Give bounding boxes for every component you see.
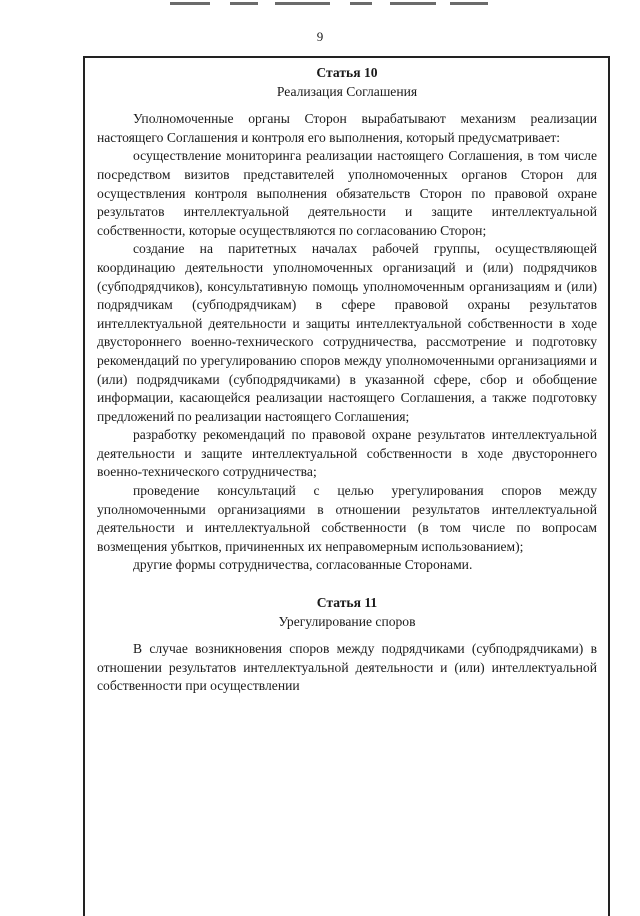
article-11-paragraph: В случае возникновения споров между подрядчиками (субподрядчиками) в отношении результатов интеллектуальной деятельности и (или) интеллектуальной собственности при осуществлении xyxy=(97,641,597,694)
article-11 xyxy=(97,594,597,696)
page-number: 9 xyxy=(316,29,324,44)
article-10-paragraph: другие формы сотрудничества, согласованные Сторонами. xyxy=(133,557,473,573)
scan-artifacts xyxy=(150,0,510,8)
section-gap xyxy=(97,575,597,594)
article-10-subheading: Реализация Соглашения xyxy=(276,83,418,99)
article-11-heading: Статья 11 xyxy=(316,595,378,611)
article-10-paragraph: разработку рекомендаций по правовой охране результатов интеллектуальной деятельности и защите интеллектуальной собственности в ходе двустороннего военно-технического сотрудничества; xyxy=(97,427,597,480)
article-10-paragraph: Уполномоченные органы Сторон вырабатывают механизм реализации настоящего Соглашения и контроля его выполнения, который предусматривает: xyxy=(97,111,597,145)
document-body xyxy=(97,64,597,696)
article-10-paragraph: осуществление мониторинга реализации настоящего Соглашения, в том числе посредством визитов представителей уполномоченных органов Сторон для осуществления контроля выполнения обязательств Сторон по правовой охране результатов интеллектуальной деятельности и защите интеллектуальной собственности, которые осуществляются по согласованию Сторон; xyxy=(97,148,597,238)
article-10-paragraph: создание на паритетных началах рабочей группы, осуществляющей координацию деятельности уполномоченных организаций и (или) подрядчиков (субподрядчиков), консультативную помощь уполномоченным организациям и (или) подрядчикам (субподрядчикам) в сфере правовой охраны результатов интеллектуальной деятельности и защиты интеллектуальной собственности в ходе двустороннего военно-технического сотрудничества, рассмотрение и подготовку рекомендаций по урегулированию споров между уполномоченными организациями и (или) подрядчиками (субподрядчиками) в указанной сфере, сбор и обобщение информации, касающейся реализации настоящего Соглашения, а также подготовку предложений по реализации настоящего Соглашения; xyxy=(97,241,597,424)
article-10 xyxy=(97,64,597,575)
article-10-heading: Статья 10 xyxy=(316,65,378,80)
article-11-subheading: Урегулирование споров xyxy=(278,613,416,629)
article-10-paragraph: проведение консультаций с целью урегулирования споров между уполномоченными организациями в отношении результатов интеллектуальной деятельности и интеллектуальной собственности (в том числе по вопросам возмещения убытков, причиненных их неправомерным использованием); xyxy=(97,483,597,554)
